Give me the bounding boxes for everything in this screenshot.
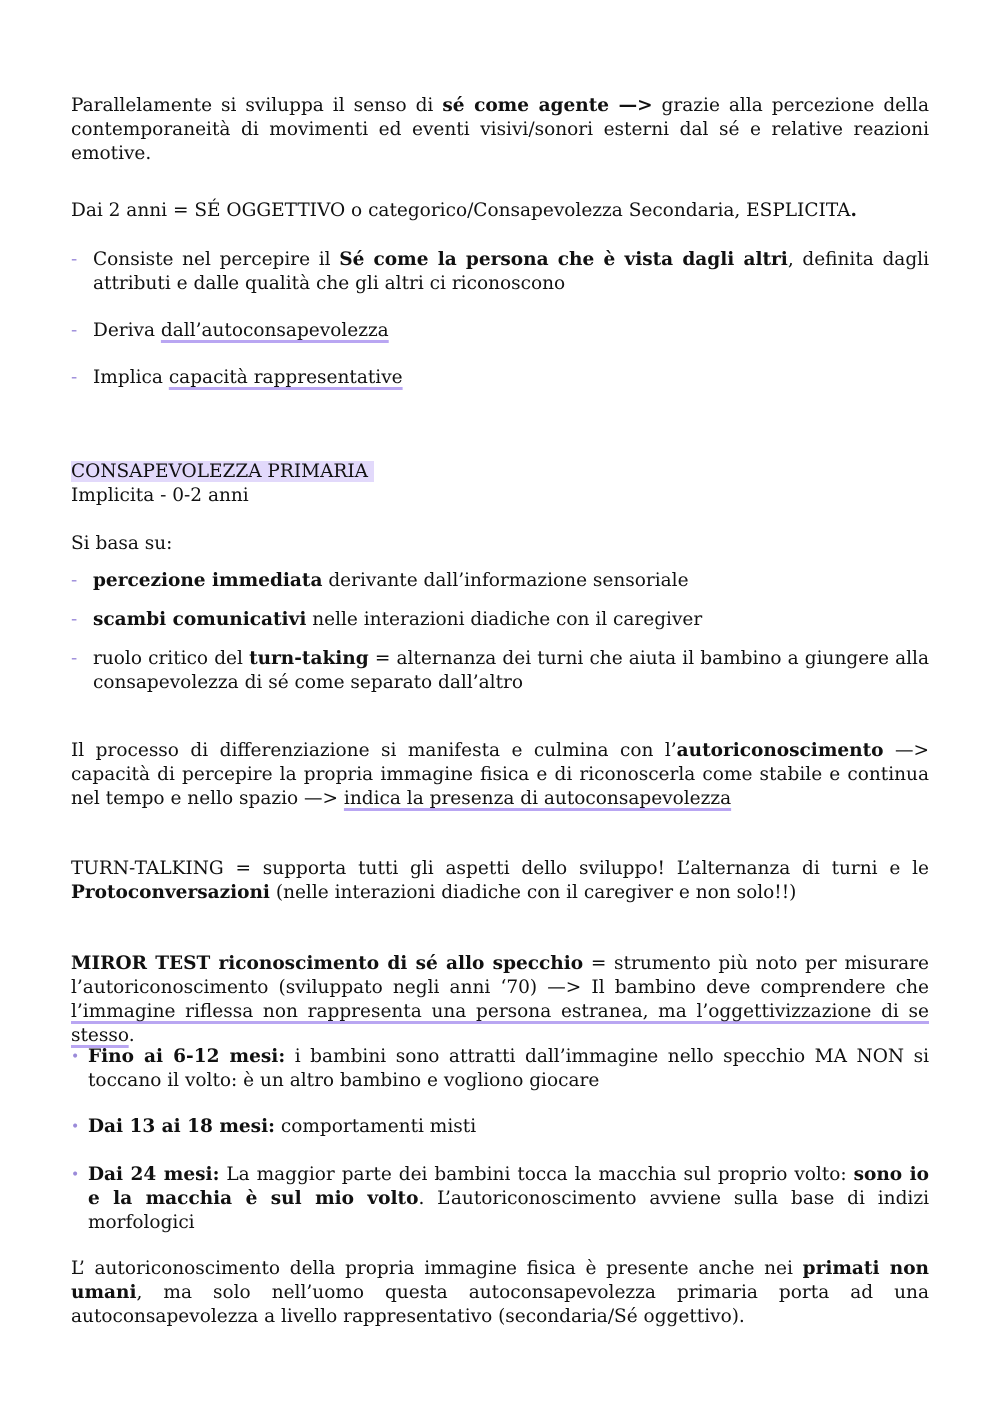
text: (nelle interazioni diadiche con il caregiver e non solo!!) <box>269 882 797 903</box>
highlighted-text: capacità rappresentative <box>168 367 403 388</box>
section-title: CONSAPEVOLEZZA PRIMARIA <box>71 461 374 482</box>
paragraph-primates <box>71 1257 929 1329</box>
text: Parallelamente si sviluppa il senso di <box>71 95 443 116</box>
bold-text: scambi comunicativi <box>93 609 307 630</box>
bold-text: Protoconversazioni <box>71 882 270 903</box>
dash-marker: - <box>71 570 78 591</box>
text: = alternanza dei turni che aiuta il bambino a giungere alla consapevolezza di sé come separato dall’altro <box>93 648 929 693</box>
dash-marker: - <box>71 249 78 270</box>
bold-text: sono io e la macchia è sul mio volto <box>88 1164 929 1209</box>
text: Consiste nel percepire il <box>93 249 340 270</box>
highlighted-text: l’immagine riflessa non rappresenta una persona estranea, ma l’oggettivizzazione di se stesso <box>71 1001 929 1046</box>
bold-text: Dai 13 ai 18 mesi: <box>88 1116 275 1137</box>
list-item <box>71 366 929 390</box>
paragraph-turn-talking <box>71 857 929 905</box>
paragraph-objective-self <box>71 199 929 223</box>
paragraph-mirror-test <box>71 952 929 1048</box>
dash-marker: - <box>71 367 78 388</box>
bold-text: autoriconoscimento <box>676 740 884 761</box>
bold-text: Dai 24 mesi: <box>88 1164 220 1185</box>
text: , ma solo nell’uomo questa autoconsapevolezza primaria porta ad una autoconsapevolezza a livello rappresentativo (secondaria/Sé oggettivo). <box>71 1282 929 1327</box>
text: nelle interazioni diadiche con il caregiver <box>306 609 703 630</box>
text: Il processo di differenziazione si manifesta e culmina con l’ <box>71 740 677 761</box>
text: La maggior parte dei bambini tocca la macchia sul proprio volto: <box>219 1164 854 1185</box>
text: Deriva <box>93 320 161 341</box>
text: comportamenti misti <box>274 1116 477 1137</box>
bold-text: sé come agente —> <box>442 95 653 116</box>
text: grazie alla percezione della contemporaneità di movimenti ed eventi visivi/sonori esterni dal sé e relative reazioni emotive. <box>71 95 929 164</box>
text: derivante dall’informazione sensoriale <box>322 570 689 591</box>
text: i bambini sono attratti dall’immagine nello specchio MA NON si toccano il volto: è un altro bambino e vogliono giocare <box>88 1046 929 1091</box>
bold-text: MIROR TEST riconoscimento di sé allo specchio <box>71 953 584 974</box>
dash-marker: - <box>71 648 78 669</box>
section-subtitle: Implicita - 0-2 anni <box>71 485 249 506</box>
bold-text: Sé come la persona che è vista dagli altri <box>339 249 788 270</box>
text: L’ autoriconoscimento della propria immagine fisica è presente anche nei <box>71 1258 803 1279</box>
paragraph-self-recognition <box>71 739 929 811</box>
bullet-marker: • <box>71 1119 80 1135</box>
list-item <box>71 608 929 632</box>
intro-text: Si basa su: <box>71 533 173 554</box>
bold-text: Fino ai 6-12 mesi: <box>88 1046 286 1067</box>
paragraph-agent-self <box>71 94 929 166</box>
list-item <box>71 319 929 343</box>
text: . <box>128 1025 135 1046</box>
text: Dai 2 anni = SÉ OGGETTIVO o categorico/Consapevolezza Secondaria, ESPLICITA <box>71 200 851 221</box>
bold-text: turn-taking <box>249 648 369 669</box>
highlighted-text: dall’autoconsapevolezza <box>160 320 389 341</box>
bold-text: primati non umani <box>71 1258 930 1303</box>
text: . L’autoriconoscimento avviene sulla base di indizi morfologici <box>88 1188 930 1233</box>
section-heading <box>71 460 929 484</box>
bold-text: percezione immediata <box>93 570 323 591</box>
text: Implica <box>93 367 169 388</box>
bullet-marker: • <box>71 1049 80 1065</box>
dash-marker: - <box>71 320 78 341</box>
list-item <box>71 1045 929 1093</box>
text: TURN-TALKING = supporta tutti gli aspetti dello sviluppo! L’alternanza di turni e le <box>71 858 929 879</box>
text: —> capacità di percepire la propria immagine fisica e di riconoscerla come stabile e continua nel tempo e nello spazio —> <box>71 740 929 809</box>
bullet-marker: • <box>71 1167 80 1183</box>
bold-text: . <box>850 200 857 221</box>
dash-marker: - <box>71 609 78 630</box>
list-item <box>71 569 929 593</box>
list-item <box>71 248 929 296</box>
text: ruolo critico del <box>93 648 250 669</box>
list-item <box>71 647 929 695</box>
text: , definita dagli attributi e dalle qualità che gli altri ci riconoscono <box>93 249 929 294</box>
highlighted-text: indica la presenza di autoconsapevolezza <box>343 788 732 809</box>
text: = strumento più noto per misurare l’autoriconoscimento (sviluppato negli anni ‘70) —> Il bambino deve comprendere che <box>71 953 929 998</box>
list-item <box>71 1163 929 1235</box>
list-item <box>71 1115 929 1139</box>
